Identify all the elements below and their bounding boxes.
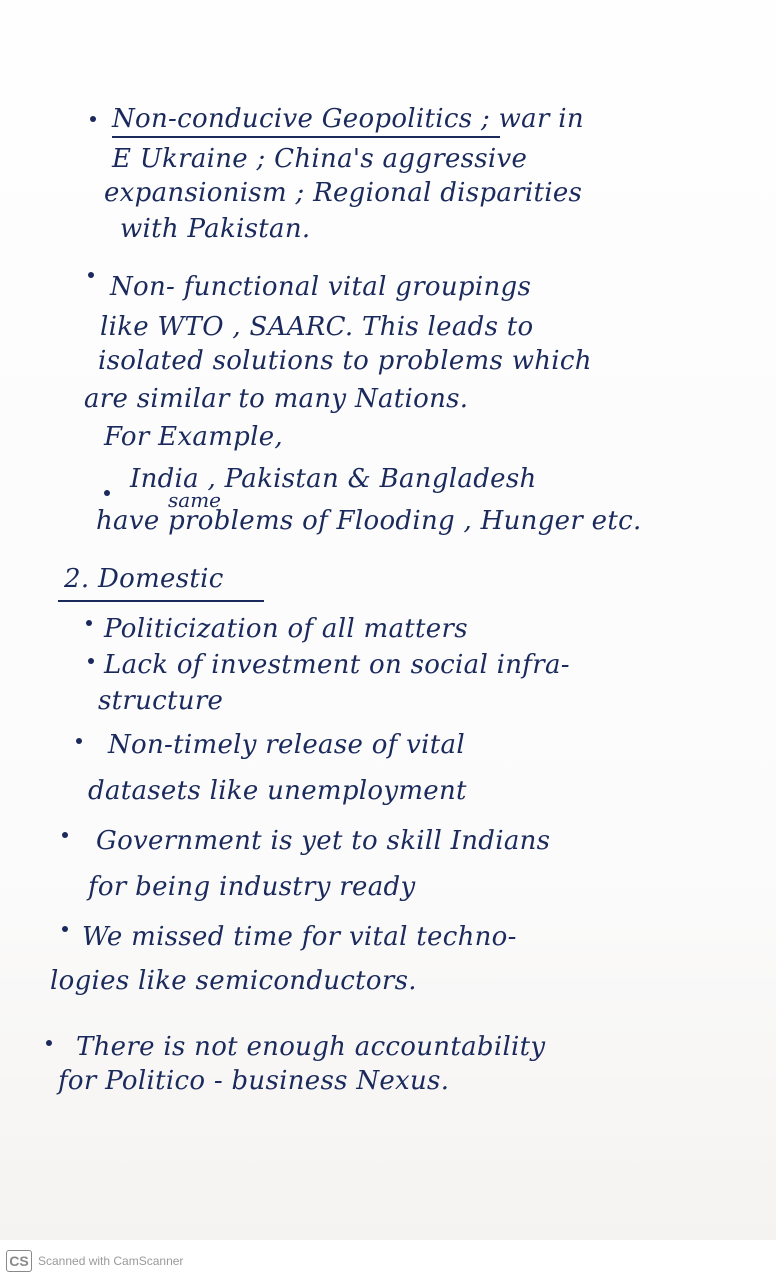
domestic-item-5-line-1: We missed time for vital techno- [82, 922, 517, 952]
domestic-item-5-line-2: logies like semiconductors. [50, 966, 417, 996]
domestic-item-4-line-2: for being industry ready [88, 872, 416, 902]
groupings-line-1: Non- functional vital groupings [110, 272, 532, 302]
domestic-item-2-line-1: Lack of investment on social infra- [104, 650, 570, 680]
bullet-domestic-1 [86, 620, 92, 626]
geopolitics-line-3: expansionism ; Regional disparities [104, 178, 583, 208]
groupings-line-6: India , Pakistan & Bangladesh [130, 464, 537, 494]
bullet-example [104, 490, 110, 496]
caret-insertion-same: same [168, 488, 221, 512]
domestic-item-1: Politicization of all matters [104, 614, 468, 644]
bullet-groupings [88, 272, 94, 278]
camscanner-text: Scanned with CamScanner [38, 1254, 184, 1268]
groupings-line-4: are similar to many Nations. [84, 384, 469, 414]
bullet-domestic-3 [76, 738, 82, 744]
bullet-domestic-4 [62, 832, 68, 838]
domestic-heading: 2. Domestic [64, 564, 224, 594]
domestic-item-3-line-1: Non-timely release of vital [108, 730, 465, 760]
domestic-item-6-line-2: for Politico - business Nexus. [58, 1066, 450, 1096]
groupings-line-5: For Example, [104, 422, 283, 452]
groupings-line-2: like WTO , SAARC. This leads to [100, 312, 534, 342]
geopolitics-line-1: Non-conducive Geopolitics ; war in [112, 104, 584, 134]
domestic-item-2-line-2: structure [98, 686, 224, 716]
bullet-domestic-6 [46, 1040, 52, 1046]
domestic-underline [58, 600, 264, 602]
bullet-domestic-2 [88, 658, 94, 664]
domestic-item-3-line-2: datasets like unemployment [88, 776, 467, 806]
geopolitics-line-4: with Pakistan. [120, 214, 311, 244]
camscanner-logo-icon: CS [6, 1250, 32, 1272]
bullet-domestic-5 [62, 926, 68, 932]
geopolitics-line-2: E Ukraine ; China's aggressive [112, 144, 528, 174]
geopolitics-underline [112, 136, 500, 138]
domestic-item-6-line-1: There is not enough accountability [76, 1032, 546, 1062]
groupings-line-3: isolated solutions to problems which [98, 346, 592, 376]
domestic-item-4-line-1: Government is yet to skill Indians [96, 826, 551, 856]
camscanner-watermark [6, 1248, 183, 1274]
bullet-geopolitics [90, 116, 96, 122]
groupings-line-7: have problems of Flooding , Hunger etc. [96, 506, 642, 536]
